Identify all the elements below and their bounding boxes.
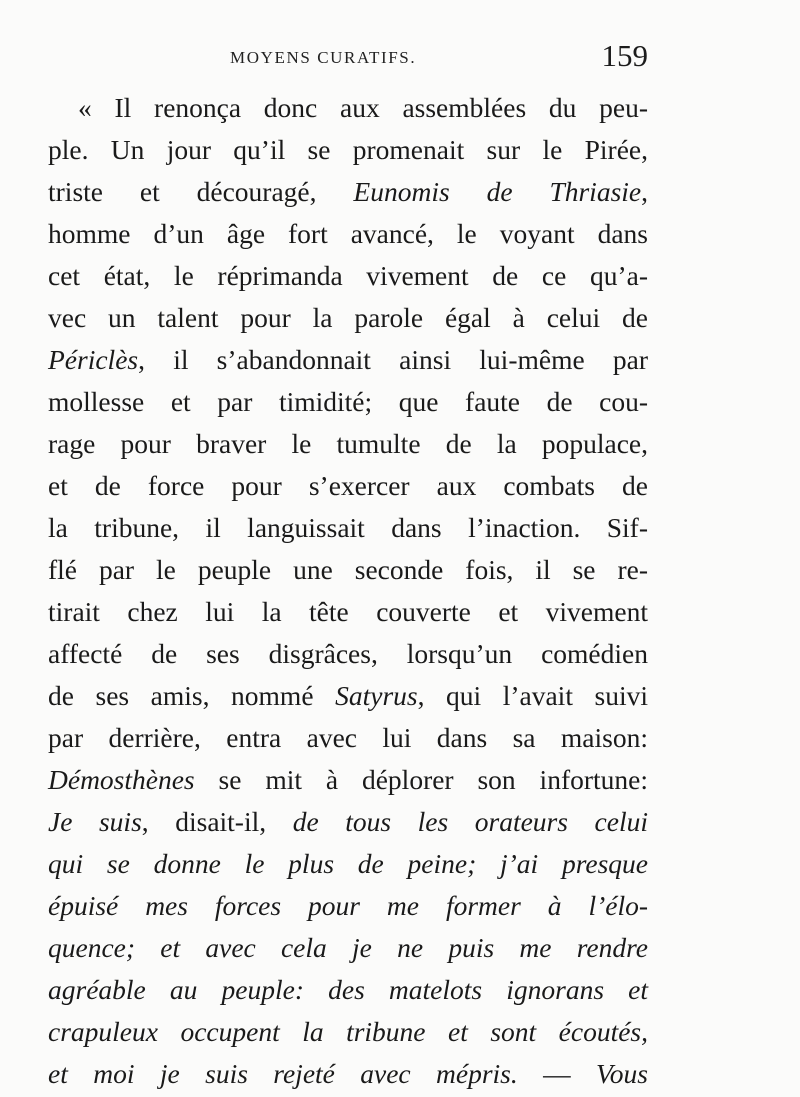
italic-text: Je suis [48,806,142,837]
roman-text: vec un talent pour la parole égal à celui de [48,302,648,333]
text-line [48,255,648,297]
roman-text: , qui l’avait suivi [417,680,648,711]
roman-text: et de force pour s’exercer aux combats de [48,470,648,501]
text-line [48,801,648,843]
italic-text: crapuleux occupent la tribune et sont écoutés, [48,1016,648,1047]
roman-text: la tribune, il languissait dans l’inaction. Sif- [48,512,648,543]
text-line [48,591,648,633]
text-line [48,129,648,171]
text-line [48,549,648,591]
roman-text: tirait chez lui la tête couverte et vivement [48,596,648,627]
italic-text: Démosthènes [48,764,195,795]
text-line [48,633,648,675]
text-line [48,843,648,885]
text-line [48,1053,648,1095]
text-line [48,675,648,717]
text-line [48,969,648,1011]
roman-text: flé par le peuple une seconde fois, il se re- [48,554,648,585]
italic-text: Eunomis de Thriasie [353,176,642,207]
text-line [48,171,648,213]
roman-text: se mit à déplorer son infortune: [194,764,648,795]
text-line [48,297,648,339]
italic-text: épuisé mes forces pour me former à l’élo- [48,890,648,921]
roman-text: mollesse et par timidité; que faute de cou- [48,386,648,417]
text-line [48,759,648,801]
italic-text: et moi je suis rejeté avec mépris. [48,1058,518,1089]
roman-text: par derrière, entra avec lui dans sa maison: [48,722,648,753]
roman-text: , il s’abandonnait ainsi lui-même par [138,344,648,375]
italic-text: agréable au peuple: des matelots ignorans et [48,974,648,1005]
running-head: MOYENS CURATIFS. [230,48,417,67]
text-line [48,1011,648,1053]
italic-text: Vous [596,1058,648,1089]
roman-text: de ses amis, nommé [48,680,336,711]
roman-text: cet état, le réprimanda vivement de ce qu’a- [48,260,648,291]
italic-text: Périclès [48,344,139,375]
roman-text: ple. Un jour qu’il se promenait sur le Pirée, [48,134,648,165]
text-line [48,465,648,507]
text-line [48,885,648,927]
text-line [48,213,648,255]
roman-text: homme d’un âge fort avancé, le voyant dans [48,218,648,249]
text-line [48,339,648,381]
italic-text: qui se donne le plus de peine; j’ai presque [48,848,648,879]
text-line [48,927,648,969]
roman-text: , disait-il, [141,806,293,837]
italic-text: Satyrus [335,680,418,711]
text-line [48,507,648,549]
text-line [48,87,648,129]
roman-text: , [641,176,648,207]
roman-text: affecté de ses disgrâces, lorsqu’un comédien [48,638,648,669]
page-number: 159 [601,38,648,73]
italic-text: de tous les orateurs celui [292,806,648,837]
roman-text: « Il renonça donc aux assemblées du peu- [78,92,648,123]
text-line [48,717,648,759]
text-line [48,381,648,423]
roman-text: triste et découragé, [48,176,354,207]
roman-text: — [517,1058,597,1089]
roman-text: rage pour braver le tumulte de la populace, [48,428,648,459]
text-line [48,423,648,465]
body-text [48,87,648,1095]
page-header [48,38,648,82]
italic-text: quence; et avec cela je ne puis me rendre [48,932,648,963]
